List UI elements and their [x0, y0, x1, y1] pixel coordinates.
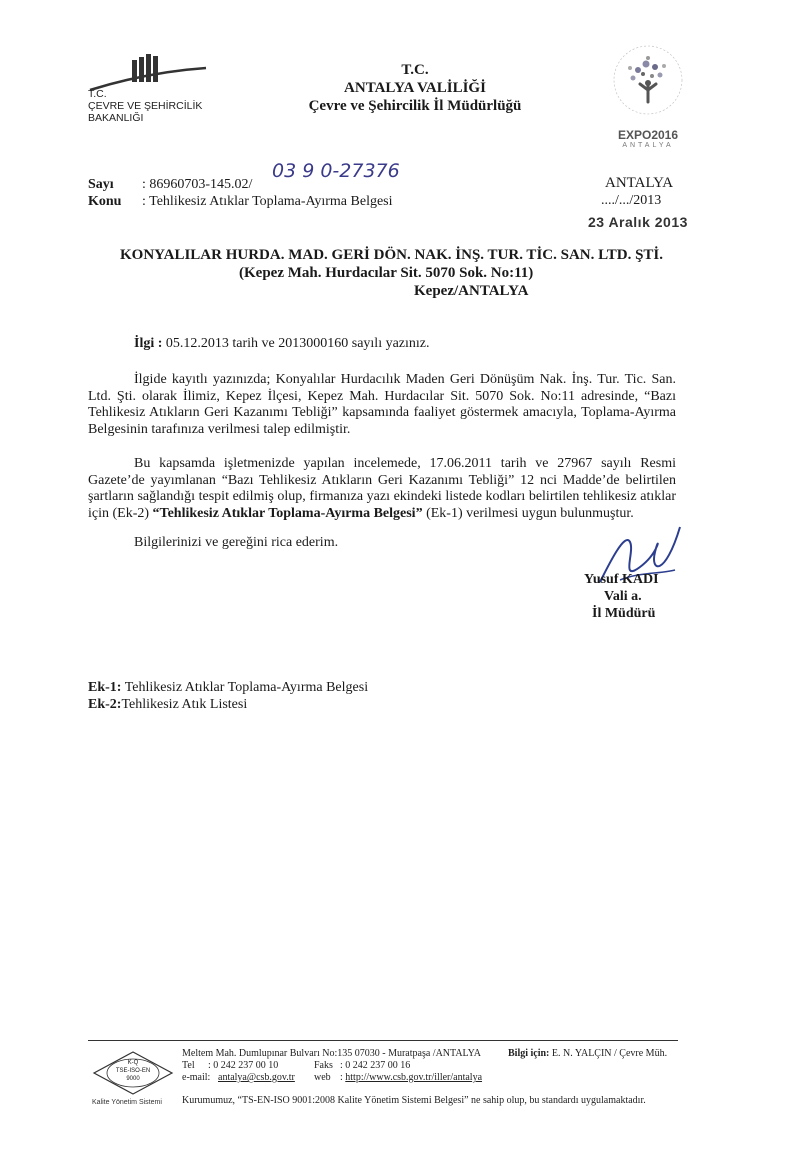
body-paragraph-3: Bilgilerinizi ve gereğini rica ederim. — [134, 535, 339, 550]
ministry-logo-line2: ÇEVRE VE ŞEHİRCİLİK — [88, 100, 203, 112]
ilgi-line — [134, 336, 430, 352]
date-stamp: 23 Aralık 2013 — [588, 214, 688, 230]
body-paragraph-2-pre: Bu kapsamda işletmenizde yapılan incelemede, 17.06.2011 tarih ve 27967 sayılı Resmi Gazete’de yayımlanan “Bazı Tehlikesiz Atıkların Geri Kazanımı Tebliği” 12 nci Madde’de belirtilen şartların sağlandığı tespit edilmiş olup, firmanıza yazı ekindeki listede kodları belirtilen tehlikesiz atıklar için (Ek-2) — [88, 456, 676, 521]
body-paragraph-2-bold: “Tehlikesiz Atıklar Toplama-Ayırma Belgesi” — [152, 505, 423, 521]
footer-info-value: E. N. YALÇIN / Çevre Müh. — [549, 1048, 668, 1059]
expo-tree-icon — [598, 40, 698, 128]
footer-web-label: web — [314, 1072, 331, 1083]
ministry-emblem-icon — [88, 50, 238, 95]
header-directorate: Çevre ve Şehircilik İl Müdürlüğü — [308, 98, 522, 114]
tse-badge-line2: TSE-ISO-EN — [115, 1068, 151, 1074]
footer-tel-label: Tel — [182, 1060, 195, 1071]
footer-divider — [88, 1040, 678, 1041]
header-governorship: ANTALYA VALİLİĞİ — [344, 80, 486, 96]
header-tc: T.C. — [401, 62, 429, 78]
footer-address: Meltem Mah. Dumlupınar Bulvarı No:135 07030 - Muratpaşa /ANTALYA — [182, 1048, 481, 1059]
signature-name: Yusuf KADI — [584, 572, 659, 587]
signature-title-2: İl Müdürü — [592, 606, 656, 621]
recipient-address: (Kepez Mah. Hurdacılar Sit. 5070 Sok. No:11) — [239, 265, 534, 281]
footer-email-value[interactable]: antalya@csb.gov.tr — [218, 1072, 295, 1083]
body-paragraph-1: İlgide kayıtlı yazınızda; Konyalılar Hurdacılık Maden Geri Dönüşüm Nak. İnş. Tur. Tic. San. Ltd. Şti. olarak İlimiz, Kepez İlçesi, Kepez Mah. Hurdacılar Sit. 5070 Sok. No:11 adresinde, “Bazı Tehlikesiz Atıkların Geri Kazanımı Tebliği” kapsamında faaliyet göstermek amacıyla, Toplama-Ayırma Belgesinin tarafınıza verilmesi talep edilmiştir. — [88, 372, 676, 437]
footer-tel-value: : 0 242 237 00 10 — [208, 1060, 279, 1071]
tse-badge — [92, 1050, 174, 1096]
footer-info — [508, 1048, 667, 1060]
footer-info-label: Bilgi için: — [508, 1048, 550, 1059]
footer-fax-value: : 0 242 237 00 16 — [340, 1060, 411, 1071]
footer-fax-label: Faks — [314, 1060, 333, 1071]
ministry-logo-line1: T.C. — [88, 88, 107, 100]
sayi-label: Sayı — [88, 177, 114, 192]
konu-value: : Tehlikesiz Atıklar Toplama-Ayırma Belgesi — [142, 194, 393, 209]
footer-web-value[interactable]: http://www.csb.gov.tr/iller/antalya — [345, 1072, 483, 1083]
tse-caption: Kalite Yönetim Sistemi — [92, 1099, 162, 1106]
sayi-handwritten: 03 9 0-27376 — [272, 160, 400, 182]
ilgi-text: 05.12.2013 tarih ve 2013000160 sayılı yazınız. — [162, 336, 430, 351]
expo-subtitle: ANTALYA — [622, 142, 674, 149]
city: ANTALYA — [605, 175, 674, 191]
tse-badge-line1: K-Q — [127, 1060, 139, 1066]
footer-email-label: e-mail: — [182, 1072, 211, 1083]
footer-email-link[interactable] — [218, 1072, 295, 1084]
tse-badge-line3: 9000 — [126, 1076, 140, 1082]
expo-logo — [598, 40, 698, 152]
body-paragraph-2-post: (Ek-1) verilmesi uygun bulunmuştur. — [422, 505, 634, 521]
attachment-2-label: Ek-2: — [88, 697, 122, 712]
date-template: ..../.../2013 — [601, 193, 662, 208]
footer-web-link[interactable]: : http://www.csb.gov.tr/iller/antalya — [340, 1072, 483, 1083]
attachment-2 — [88, 697, 247, 713]
body-paragraph-2 — [88, 456, 676, 522]
footer-quality-note: Kurumumuz, “TS-EN-ISO 9001:2008 Kalite Yönetim Sistemi Belgesi” ne sahip olup, bu standardı uygulamaktadır. — [182, 1095, 646, 1106]
recipient-city: Kepez/ANTALYA — [414, 283, 529, 299]
attachment-2-text: Tehlikesiz Atık Listesi — [121, 697, 248, 712]
attachment-1-text: Tehlikesiz Atıklar Toplama-Ayırma Belgesi — [121, 680, 369, 695]
recipient-name: KONYALILAR HURDA. MAD. GERİ DÖN. NAK. İNŞ. TUR. TİC. SAN. LTD. ŞTİ. — [120, 247, 664, 263]
ministry-logo-line3: BAKANLIĞI — [88, 112, 144, 124]
konu-label: Konu — [88, 194, 122, 209]
attachment-1-label: Ek-1: — [88, 680, 122, 695]
expo-title: EXPO2016 — [617, 128, 679, 142]
sayi-value: : 86960703-145.02/ — [142, 177, 253, 192]
signature-title-1: Vali a. — [604, 589, 642, 604]
attachment-1 — [88, 680, 368, 696]
ministry-logo — [88, 50, 238, 130]
ilgi-label: İlgi : — [134, 336, 163, 351]
